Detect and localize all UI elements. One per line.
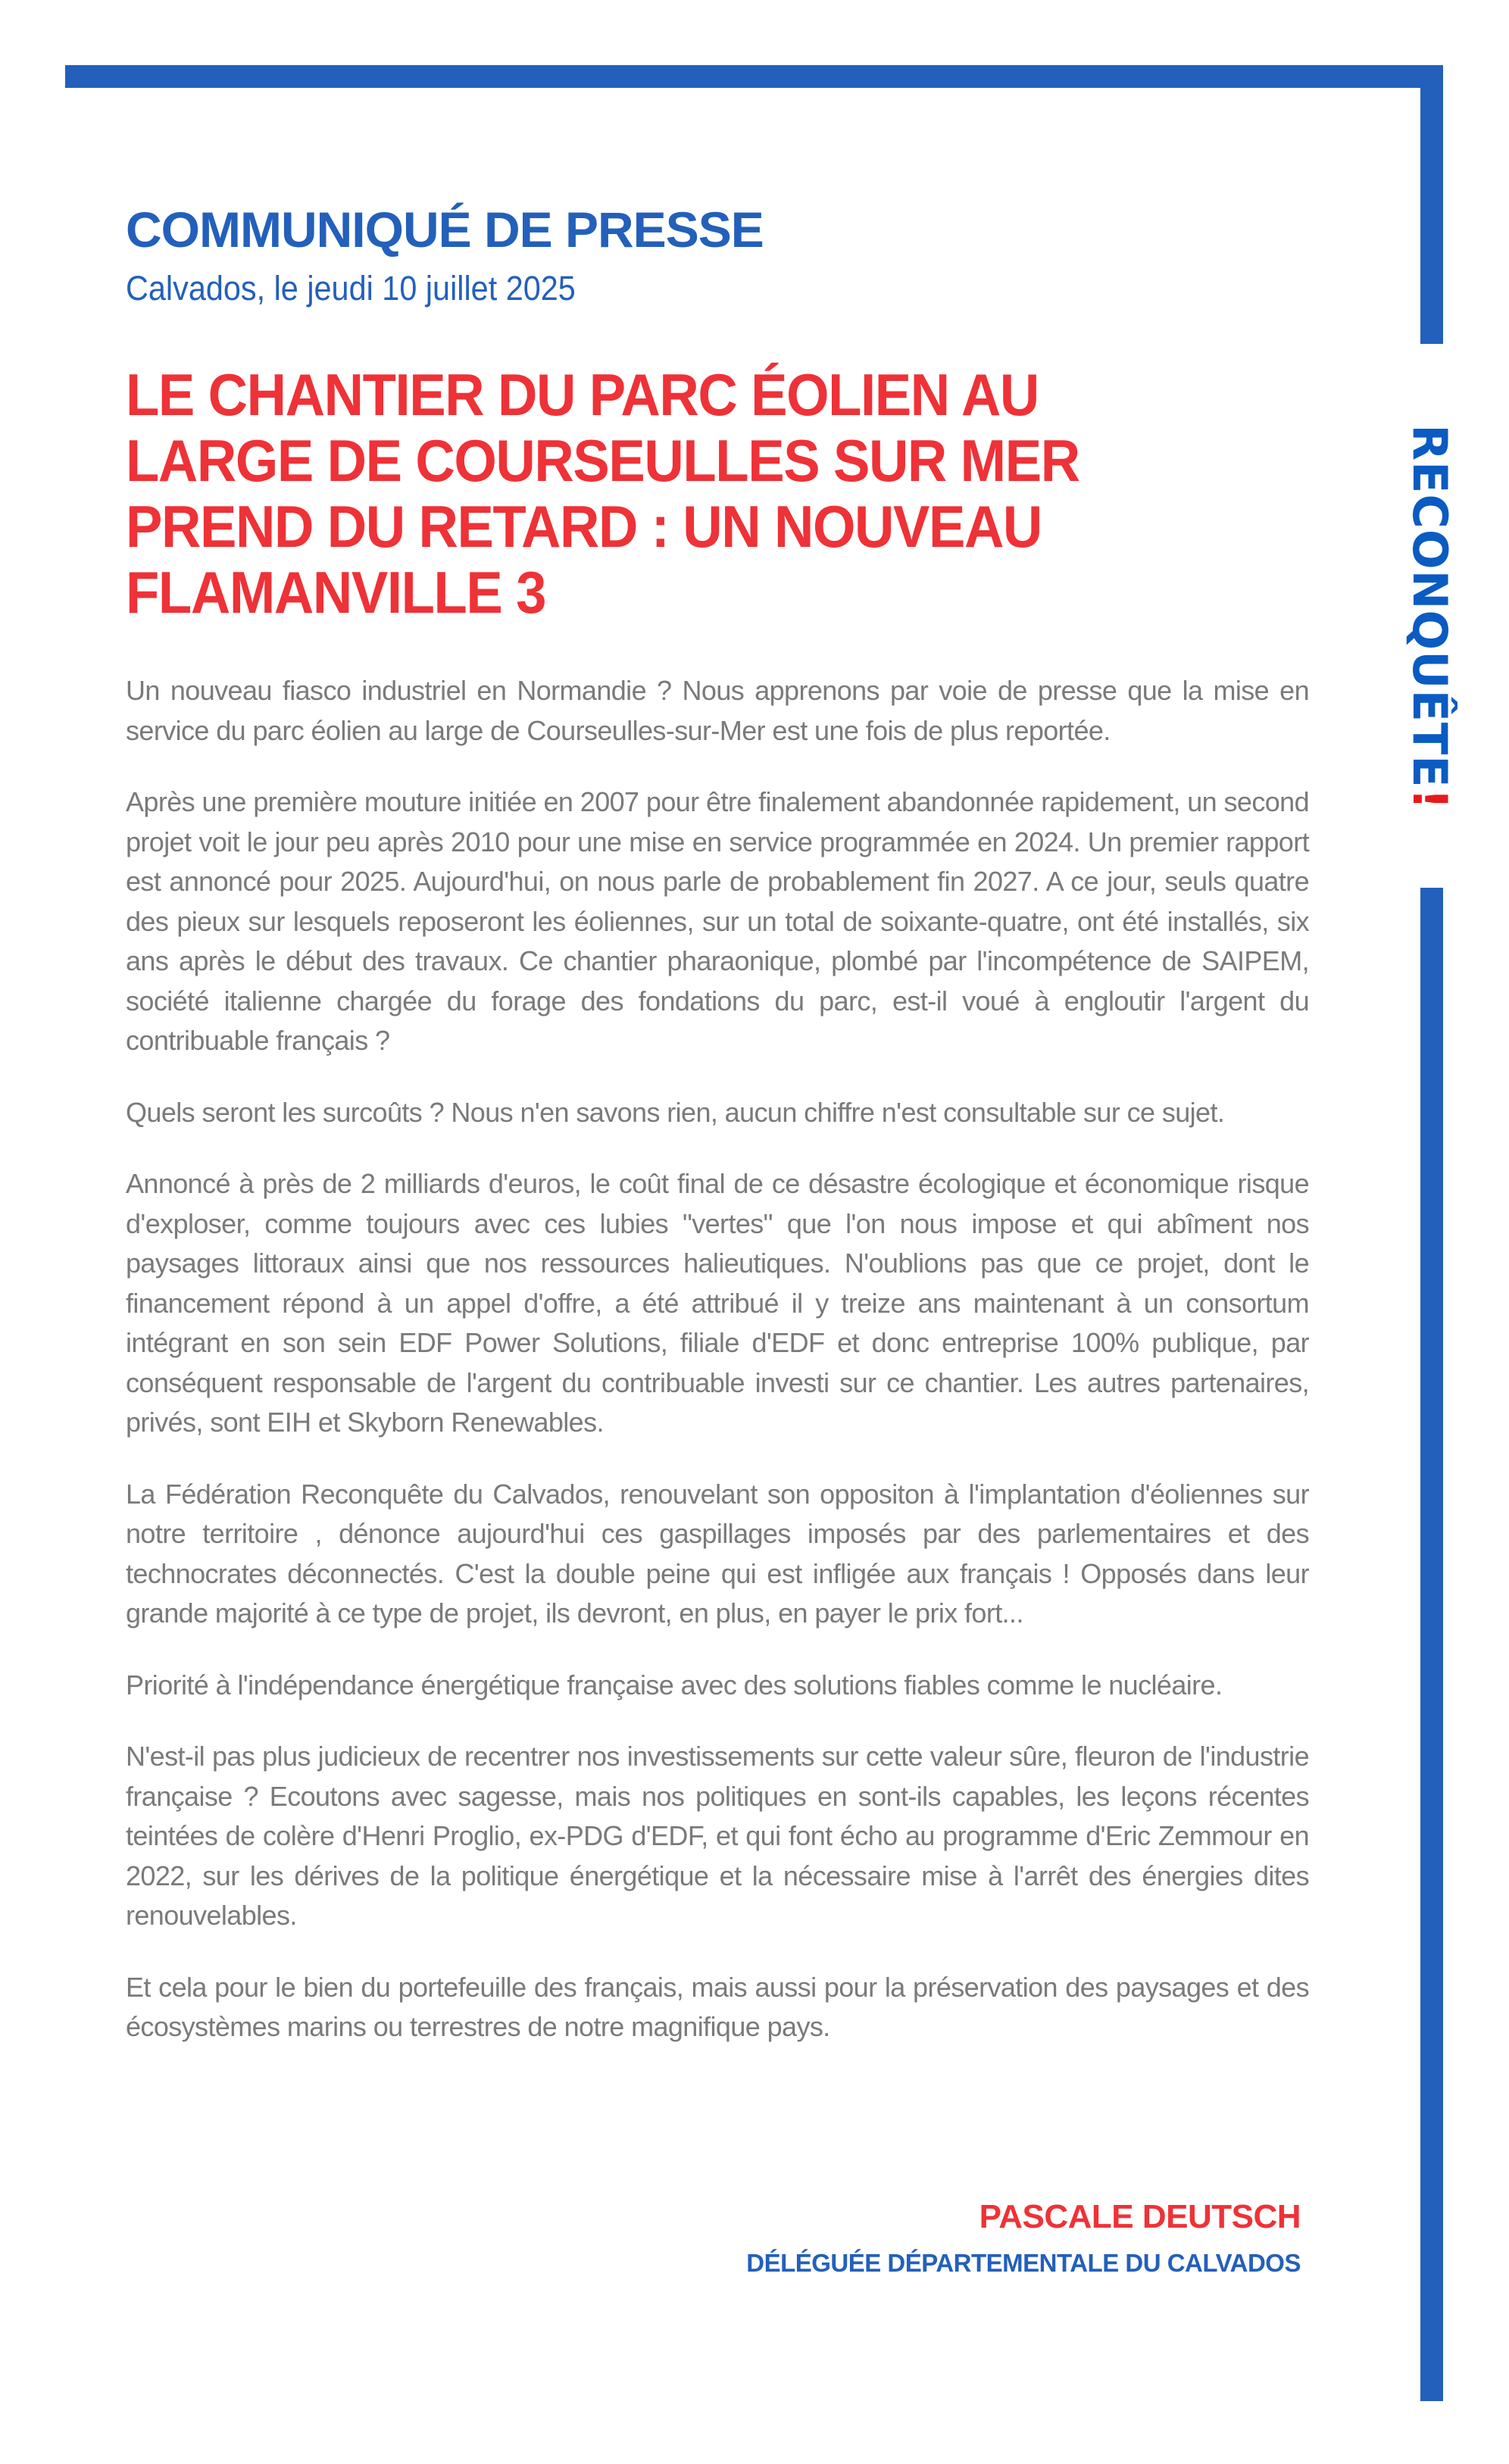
press-header	[126, 201, 1307, 308]
paragraph: Un nouveau fiasco industriel en Normandie ? Nous apprenons par voie de presse que la mise en service du parc éolien au large de Courseulles-sur-Mer est une fois de plus reportée.	[126, 675, 1309, 746]
top-frame-bar	[65, 65, 1443, 88]
paragraph: Et cela pour le bien du portefeuille des français, mais aussi pour la préservation des paysages et des écosystèmes marins ou terrestres de notre magnifique pays.	[126, 1971, 1309, 2042]
headline-line: PREND DU RETARD : UN NOUVEAU	[126, 493, 1042, 560]
date-line: Calvados, le jeudi 10 juillet 2025	[126, 269, 576, 308]
paragraph: Priorité à l'indépendance énergétique française avec des solutions fiables comme le nucléaire.	[126, 1669, 1223, 1700]
headline-line: FLAMANVILLE 3	[126, 559, 546, 626]
article-body	[126, 671, 1309, 2079]
right-frame-bar-upper	[1420, 65, 1443, 344]
paragraph: Après une première mouture initiée en 2007 pour être finalement abandonnée rapidement, un second projet voit le jour peu après 2010 pour une mise en service programmée en 2024. Un premier rapport est annoncé pour 2025. Aujourd'hui, on nous parle de probablement fin 2027. A ce jour, seuls quatre des pieux sur lesquels reposeront les éoliennes, sur un total de soixante-quatre, ont été installés, six ans après le début des travaux. Ce chantier pharaonique, plombé par l'incompétence de SAIPEM, société italienne chargée du forage des fondations du parc, est-il voué à engloutir l'argent du contribuable français ?	[126, 786, 1309, 1056]
paragraph: La Fédération Reconquête du Calvados, renouvelant son oppositon à l'implantation d'éoliennes sur notre territoire , dénonce aujourd'hui ces gaspillages imposés par des parlementaires et des technocrates déconnectés. C'est la double peine qui est infligée aux français ! Opposés dans leur grande majorité à ce type de projet, ils devront, en plus, en payer le prix fort...	[126, 1478, 1309, 1629]
signature-block	[746, 2200, 1301, 2275]
logo-exclamation-mark: !	[1402, 788, 1457, 810]
headline	[126, 362, 1338, 626]
logo-wordmark: RECONQUÊTE	[1402, 424, 1457, 789]
right-frame-bar-lower	[1420, 888, 1443, 2401]
paragraph: N'est-il pas plus judicieux de recentrer nos investissements sur cette valeur sûre, fleuron de l'industrie française ? Ecoutons avec sagesse, mais nos politiques en sont-ils capables, les leçons récentes teintées de colère d'Henri Proglio, ex-PDG d'EDF, et qui font écho au programme d'Eric Zemmour en 2022, sur les dérives de la politique énergétique et la nécessaire mise à l'arrêt des énergies dites renouvelables.	[126, 1741, 1309, 1931]
reconquete-logo	[1402, 424, 1457, 810]
signatory-name: PASCALE DEUTSCH	[979, 2198, 1301, 2235]
paragraph: Quels seront les surcoûts ? Nous n'en savons rien, aucun chiffre n'est consultable sur ce sujet.	[126, 1096, 1225, 1128]
paragraph: Annoncé à près de 2 milliards d'euros, le coût final de ce désastre écologique et économique risque d'exploser, comme toujours avec ces lubies "vertes" que l'on nous impose et qui abîment nos paysages littoraux ainsi que nos ressources halieutiques. N'oublions pas que ce projet, dont le financement répond à un appel d'offre, a été attribué il y treize ans maintenant à un consortum intégrant en son sein EDF Power Solutions, filiale d'EDF et donc entreprise 100% publique, par conséquent responsable de l'argent du contribuable investi sur ce chantier. Les autres partenaires, privés, sont EIH et Skyborn Renewables.	[126, 1168, 1309, 1438]
headline-line: LARGE DE COURSEULLES SUR MER	[126, 427, 1079, 494]
headline-line: LE CHANTIER DU PARC ÉOLIEN AU	[126, 361, 1039, 428]
press-release-label: COMMUNIQUÉ DE PRESSE	[126, 201, 764, 258]
signatory-role: DÉLÉGUÉE DÉPARTEMENTALE DU CALVADOS	[746, 2249, 1301, 2277]
